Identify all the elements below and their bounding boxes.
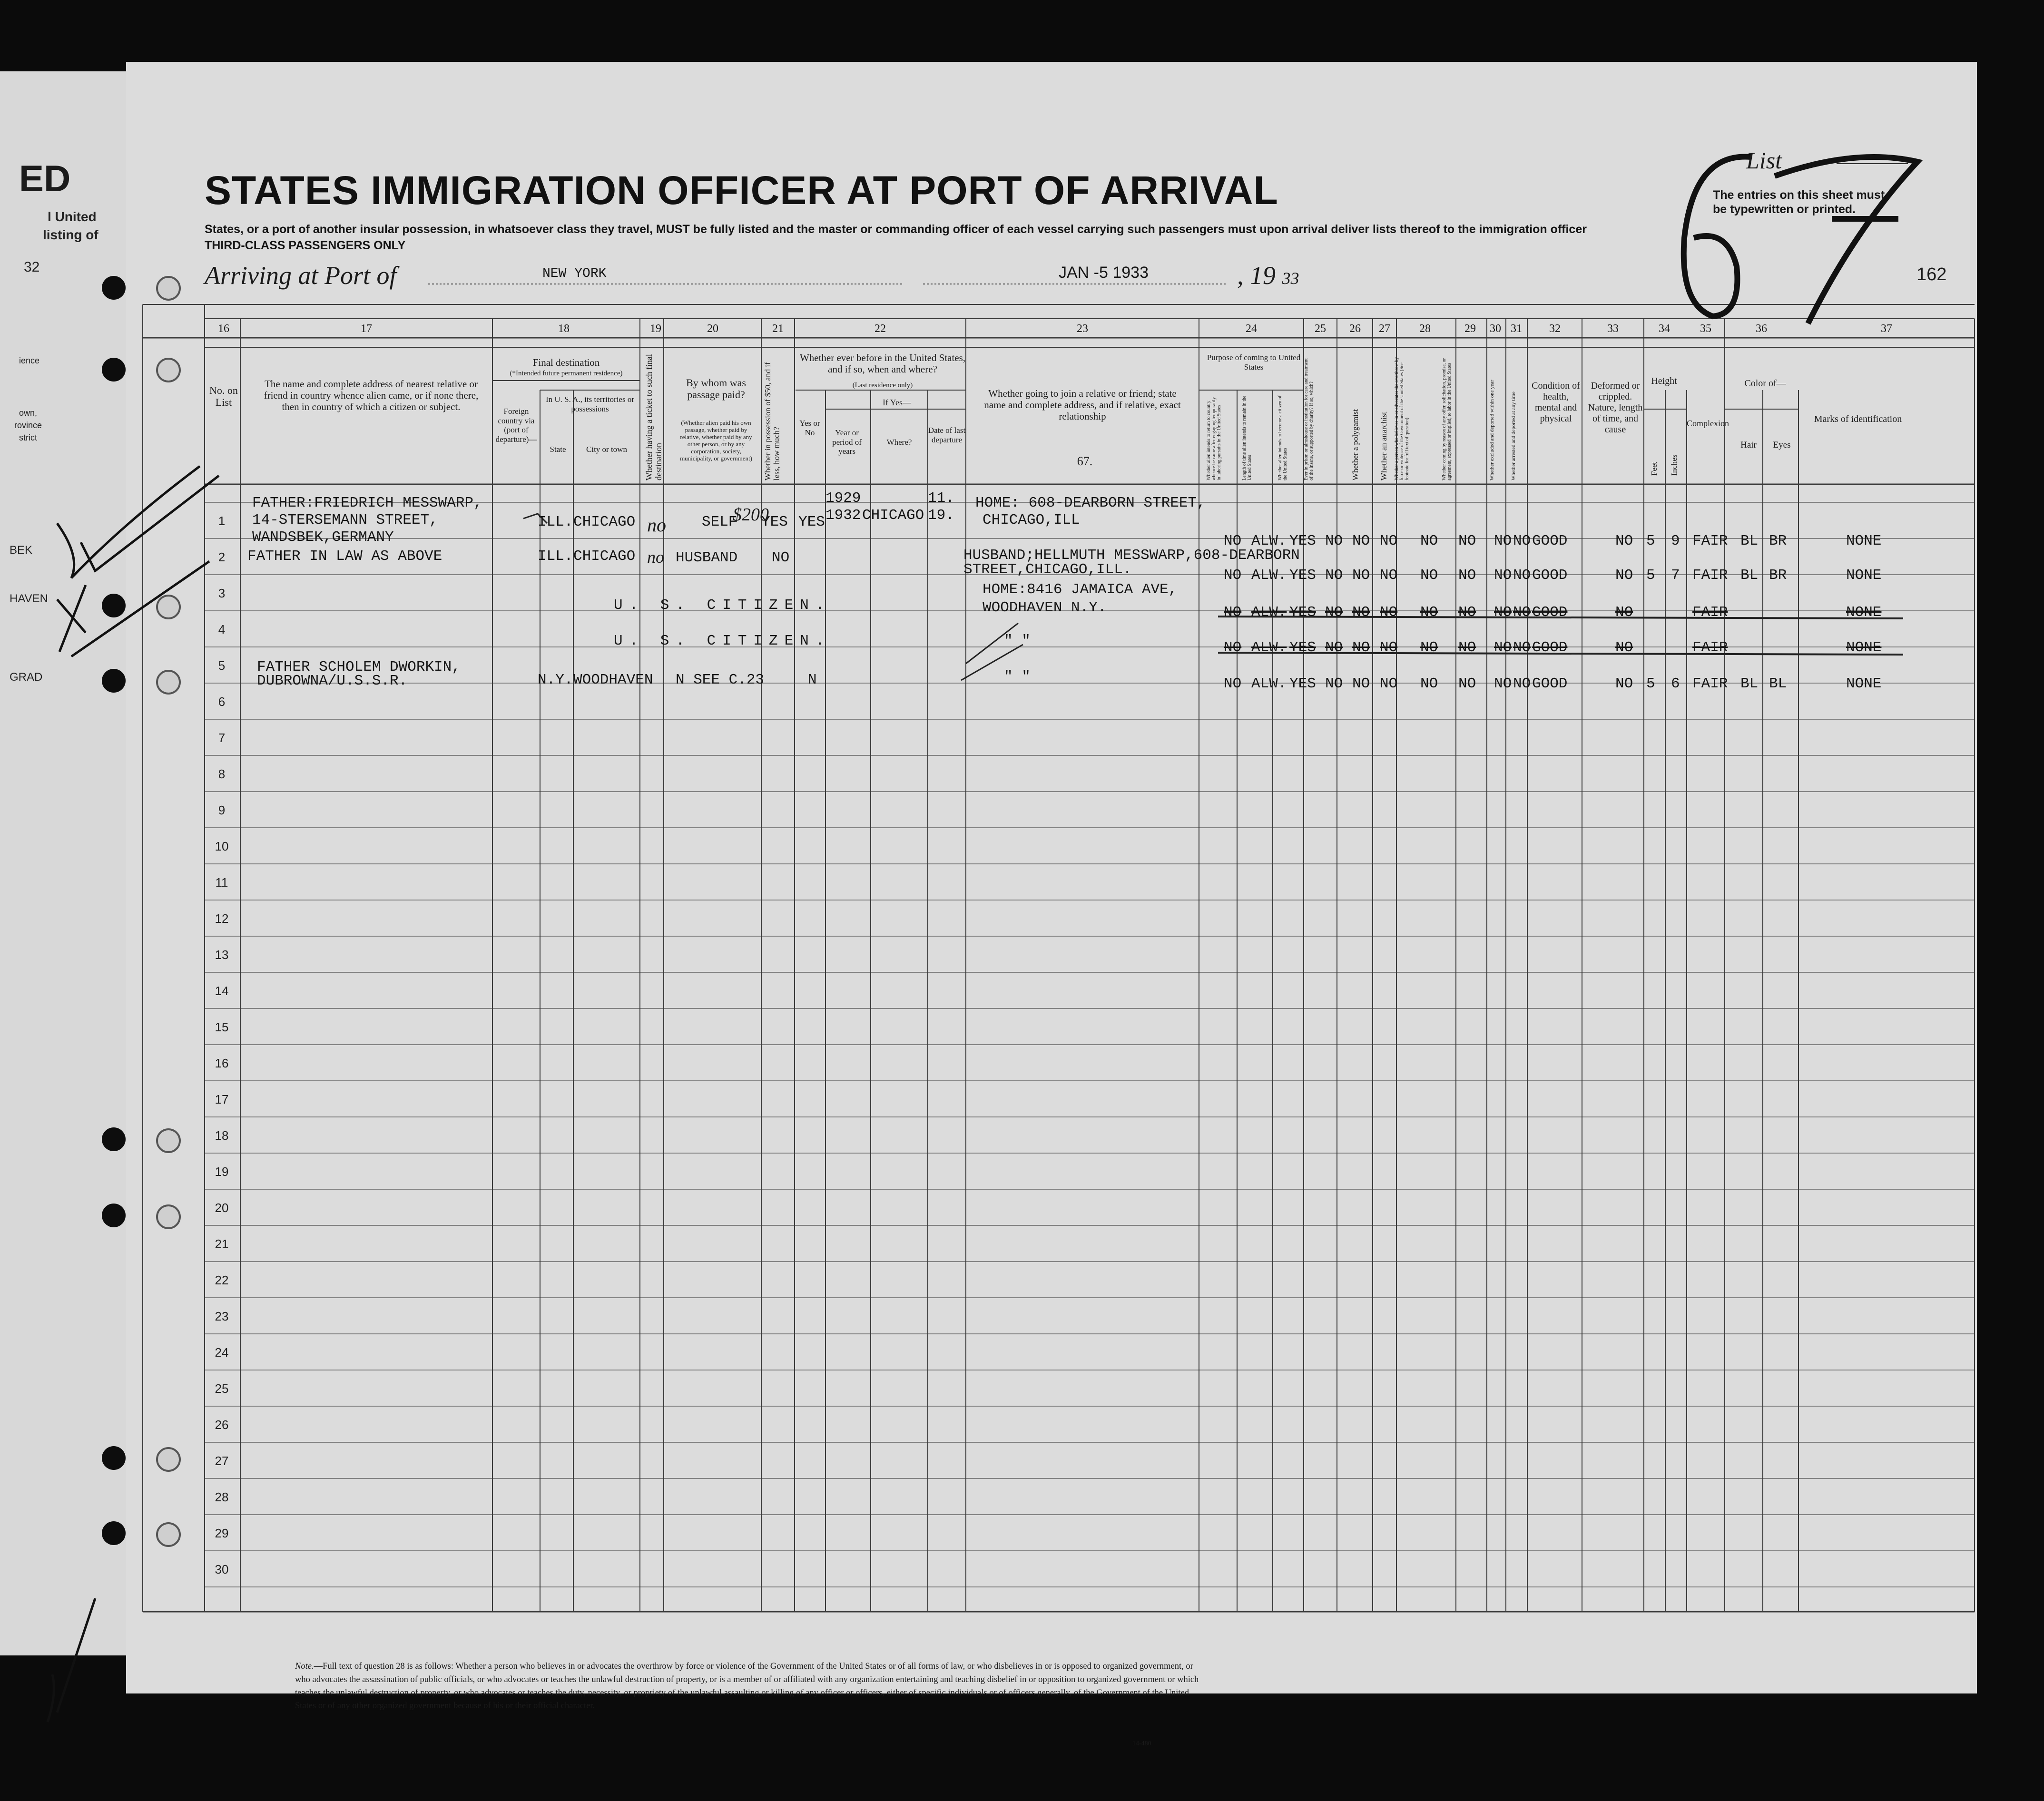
column-number: 30 <box>1490 323 1501 335</box>
cell-eyes: BR <box>1769 533 1787 549</box>
cell-deformed: NO <box>1615 533 1633 549</box>
header-passage-paid: By whom was passage paid? <box>686 377 746 401</box>
punch-hole <box>102 1446 126 1470</box>
column-number: 29 <box>1464 323 1476 335</box>
header-ticket: Whether having a ticket to such final destination <box>644 354 663 480</box>
cell-complexion: FAIR <box>1692 533 1728 549</box>
destination-city: CHICAGO <box>573 514 636 530</box>
cell-labor: NO <box>1458 604 1476 621</box>
row-number: 13 <box>215 948 229 962</box>
cell-complexion: FAIR <box>1692 675 1728 692</box>
column-number: 33 <box>1607 323 1619 335</box>
row-number: 22 <box>215 1273 229 1287</box>
year-prefix-text: 19 <box>1250 261 1276 290</box>
header-excluded: Whether excluded and deported within one year <box>1489 380 1495 480</box>
column-number: 25 <box>1315 323 1326 335</box>
row-number: 8 <box>218 767 226 781</box>
cell-purpose: NO <box>1224 639 1242 656</box>
us-citizen-note: U. S. CITIZEN. <box>614 597 831 614</box>
relative-address-line: FATHER SCHOLEM DWORKIN, <box>257 659 461 675</box>
row-number: 7 <box>218 731 226 745</box>
row-number: 6 <box>218 695 226 709</box>
cell-excluded: NO <box>1494 639 1512 656</box>
column-number: 34 <box>1659 323 1670 335</box>
punch-hole <box>102 1127 126 1151</box>
cell-purpose: NO <box>1224 567 1242 584</box>
relative-address-line: DUBROWNA/U.S.S.R. <box>257 673 408 689</box>
form-code: 14-480 <box>1132 1740 1151 1747</box>
punch-hole-ring <box>156 358 181 382</box>
cell-inches: 9 <box>1671 533 1680 549</box>
cell-feet: 5 <box>1646 675 1655 692</box>
cell-purpose: NO <box>1224 675 1242 692</box>
cell-prison: NO <box>1325 675 1343 692</box>
cell-health: GOOD <box>1532 675 1568 692</box>
punch-hole-ring <box>156 276 181 301</box>
header-purpose-citizen: Whether alien intends to become a citizen of the United States <box>1278 395 1288 480</box>
cell-eyes: BL <box>1769 675 1787 692</box>
year-handwritten: 33 <box>1282 269 1299 288</box>
destination-city: WOODHAVEN <box>573 672 653 688</box>
cell-deformed: NO <box>1615 675 1633 692</box>
cell-purpose: NO <box>1224 533 1242 549</box>
cell-hair: BL <box>1740 567 1759 584</box>
row-number: 12 <box>215 911 229 926</box>
cell-eyes: BR <box>1769 567 1787 584</box>
row-number: 5 <box>218 658 226 673</box>
header-city: City or town <box>586 445 627 454</box>
header-anarchist: Whether an anarchist <box>1379 411 1388 480</box>
cell-deported: NO <box>1513 675 1531 692</box>
cell-purpose: NO <box>1224 604 1242 621</box>
header-purpose-length: Length of time alien intends to remain in the United States <box>1242 395 1252 480</box>
ever-before-in-us: YES <box>798 514 825 530</box>
punch-hole-ring <box>156 1447 181 1472</box>
column-number: 20 <box>707 323 718 335</box>
form-title: STATES IMMIGRATION OFFICER AT PORT OF ARRIVAL <box>205 168 1278 213</box>
cell-length: ALW. <box>1251 639 1287 656</box>
date-last-departure: 19. <box>928 507 954 524</box>
punch-hole-ring <box>156 670 181 695</box>
us-citizen-note: U. S. CITIZEN. <box>614 633 831 649</box>
left-fragment-heading: ED <box>19 157 71 199</box>
header-purpose: Purpose of coming to United States <box>1207 353 1301 372</box>
header-polygamist: Whether a polygamist <box>1351 409 1360 480</box>
column-number: 37 <box>1881 323 1892 335</box>
header-passage-paid-note: (Whether alien paid his own passage, whether paid by relative, whether paid by any other person, or by any corporation, society, municipality, or government) <box>680 419 752 462</box>
joining-address-line: HOME: 608-DEARBORN STREET, <box>975 495 1206 511</box>
cell-excluded: NO <box>1494 604 1512 621</box>
punch-hole-ring <box>156 1204 181 1229</box>
column-number: 16 <box>218 323 229 335</box>
cell-labor: NO <box>1458 639 1476 656</box>
cell-deformed: NO <box>1615 604 1633 621</box>
cell-marks: NONE <box>1846 567 1882 584</box>
row-number: 24 <box>215 1345 229 1360</box>
cell-citizen: YES <box>1289 675 1316 692</box>
cell-polygamist: NO <box>1352 604 1370 621</box>
column-number: 32 <box>1549 323 1561 335</box>
column-number: 35 <box>1700 323 1711 335</box>
row-number: 3 <box>218 586 226 600</box>
left-fragment-text: 32 <box>24 259 40 275</box>
where-visited: CHICAGO <box>862 507 924 524</box>
header-marks: Marks of identification <box>1814 414 1902 424</box>
cell-length: ALW. <box>1251 567 1287 584</box>
handwritten-money: $200 <box>733 505 769 525</box>
header-purpose-return: Whether alien intends to return to country whence he came after engaging temporarily in laboring pursuits in the United States <box>1206 397 1222 480</box>
left-fragment-text: GRAD <box>10 671 43 684</box>
punch-hole-ring <box>156 595 181 619</box>
column-number: 18 <box>558 323 570 335</box>
left-fragment-text: HAVEN <box>10 592 48 605</box>
destination-state: ILL. <box>538 548 573 565</box>
left-fragment-text: ience <box>19 356 40 365</box>
footnote-text: —Full text of question 28 is as follows: Whether a person who believes in or advocates the overthrow by force or violence of the Government of the United States or of all forms of law, or who disbelieves in or is opposed to organized government, or who advocates the assassination of public officials, or who advocates or teaches the unlawful destruction of property, or is a member of or affiliated with any organization entertaining and teaching disbelief in or opposition to organized government or which teaches the unlawful destruction of property, or who advocates or teaches the duty, necessity, or propriety of the unlawful assaulting or killing of any officer or officers, either of specific individuals or of officers generally, of the Government of the United States or of any other organized government because of his or their official character. <box>295 1662 1199 1711</box>
header-in-usa: In U. S. A., its territories or possessions <box>545 395 635 413</box>
row-number: 29 <box>215 1526 229 1540</box>
fifty-dollars: N <box>808 672 817 688</box>
cell-anarchist: NO <box>1380 639 1398 656</box>
header-complexion: Complexion <box>1687 419 1729 428</box>
cell-polygamist: NO <box>1352 533 1370 549</box>
port-value: NEW YORK <box>542 266 607 281</box>
left-fragment-text: own, <box>19 408 38 418</box>
destination-state: ILL. <box>538 514 573 530</box>
entries-note: The entries on this sheet must <box>1713 188 1885 202</box>
column-number: 21 <box>772 323 784 335</box>
page-number: 162 <box>1916 264 1947 284</box>
cell-hair: BL <box>1740 675 1759 692</box>
cell-labor: NO <box>1458 567 1476 584</box>
date-last-departure: 11. <box>928 490 954 507</box>
column-number: 27 <box>1379 323 1390 335</box>
header-height: Height <box>1651 376 1677 386</box>
row-number: 19 <box>215 1165 229 1179</box>
cell-deported: NO <box>1513 533 1531 549</box>
cell-health: GOOD <box>1532 567 1568 584</box>
left-fragment-text: l United <box>48 209 97 224</box>
header-relative: The name and complete address of nearest relative or friend in country whence alien came, or if none there, then in country of which a citizen or subject. <box>264 378 479 413</box>
header-question-28: Whether a person who believes in or advocates the overthrow by force or violence of the Government of the United States (See footnote for full text of question) <box>1394 357 1410 480</box>
header-foreign-country: Foreign country via (port of departure)— <box>495 407 537 444</box>
row-number: 18 <box>215 1128 229 1143</box>
passage-paid-by: N SEE C.23 <box>676 672 765 688</box>
header-final-destination-note: (*Intended future permanent residence) <box>510 370 623 377</box>
joining-address-line: " " <box>1004 633 1031 649</box>
header-yes-no: Yes or No <box>799 419 820 437</box>
row-number: 2 <box>218 550 226 564</box>
row-number: 28 <box>215 1490 229 1504</box>
cell-length: ALW. <box>1251 604 1287 621</box>
handwritten-ticket-mark: no <box>647 548 664 567</box>
row-number: 30 <box>215 1562 229 1576</box>
header-color-of: Color of— <box>1744 378 1786 389</box>
header-fifty-dollars: Whether in possession of $50, and if less, how much? <box>763 362 781 480</box>
cell-polygamist: NO <box>1352 639 1370 656</box>
cell-deported: NO <box>1513 567 1531 584</box>
left-fragment-text: BEK <box>10 544 33 557</box>
joining-address-line: WOODHAVEN N.Y. <box>983 599 1107 616</box>
row-number: 26 <box>215 1418 229 1432</box>
cell-deformed: NO <box>1615 567 1633 584</box>
row-number: 9 <box>218 803 226 817</box>
form-class-note: THIRD-CLASS PASSENGERS ONLY <box>205 239 406 252</box>
punch-hole <box>102 1521 126 1545</box>
cell-marks: NONE <box>1846 639 1882 656</box>
header-if-yes: If Yes— <box>882 398 911 407</box>
column-number: 31 <box>1511 323 1522 335</box>
header-labor-offer: Whether coming by reason of any offer, solicitation, promise, or agreement, expressed or implied, to labor in the United States <box>1442 358 1452 480</box>
column-number: 36 <box>1756 323 1767 335</box>
year-prefix: , 19 33 <box>1237 261 1299 290</box>
footnote-label: Note. <box>295 1662 314 1671</box>
row-number: 27 <box>215 1454 229 1468</box>
date-value: JAN -5 1933 <box>1059 264 1149 282</box>
column-number: 23 <box>1077 323 1088 335</box>
handwritten-list-number <box>1684 157 1917 323</box>
cell-complexion: FAIR <box>1692 639 1728 656</box>
row-number: 16 <box>215 1056 229 1070</box>
cell-length: ALW. <box>1251 675 1287 692</box>
cell-excluded: NO <box>1494 533 1512 549</box>
header-health: Condition of health, mental and physical <box>1532 381 1580 424</box>
punch-hole <box>102 276 126 300</box>
passage-paid-by: SELF <box>702 514 737 530</box>
column-number: 24 <box>1246 323 1257 335</box>
header-hair: Hair <box>1740 440 1757 450</box>
form-subtitle: States, or a port of another insular possession, in whatsoever class they travel, MUST be fully listed and the master or commanding officer of each vessel carrying such passengers must upon arrival deliver lists thereof to the immigration officer <box>205 223 1587 236</box>
relative-address-line: FATHER IN LAW AS ABOVE <box>247 548 442 565</box>
fifty-dollars: YES <box>761 514 788 530</box>
cell-inches: 6 <box>1671 675 1680 692</box>
joining-address-line: HUSBAND;HELLMUTH MESSWARP,608-DEARBORN <box>963 547 1300 564</box>
cell-q28: NO <box>1420 604 1438 621</box>
relative-address-line: WANDSBEK,GERMANY <box>252 529 394 546</box>
cell-length: ALW. <box>1251 533 1287 549</box>
row-number: 11 <box>215 875 228 890</box>
joining-address-line: CHICAGO,ILL <box>983 512 1080 529</box>
year-of-visit: 1932 <box>825 507 861 524</box>
punch-hole <box>102 358 126 382</box>
cell-inches: 7 <box>1671 567 1680 584</box>
row-number: 20 <box>215 1201 229 1215</box>
header-state: State <box>550 445 566 454</box>
cell-feet: 5 <box>1646 533 1655 549</box>
cell-labor: NO <box>1458 533 1476 549</box>
header-joining-mark: 67. <box>1077 454 1093 468</box>
cell-citizen: YES <box>1289 533 1316 549</box>
punch-hole <box>102 1204 126 1227</box>
header-last-residence: (Last residence only) <box>852 382 913 389</box>
cell-marks: NONE <box>1846 533 1882 549</box>
header-no-on-list: No. on List <box>209 384 238 409</box>
cell-excluded: NO <box>1494 567 1512 584</box>
entries-note: be typewritten or printed. <box>1713 203 1856 216</box>
cell-prison: NO <box>1325 533 1343 549</box>
row-number: 23 <box>215 1309 229 1323</box>
cell-q28: NO <box>1420 533 1438 549</box>
left-fragment-text: rovince <box>14 421 42 430</box>
passage-paid-by: HUSBAND <box>676 549 738 566</box>
cell-prison: NO <box>1325 604 1343 621</box>
cell-polygamist: NO <box>1352 567 1370 584</box>
cell-citizen: YES <box>1289 567 1316 584</box>
cell-prison: NO <box>1325 567 1343 584</box>
cell-q28: NO <box>1420 639 1438 656</box>
cell-anarchist: NO <box>1380 533 1398 549</box>
header-joining: Whether going to join a relative or friend; state name and complete address, and if relative, exact relationship <box>984 388 1181 422</box>
cell-health: GOOD <box>1532 533 1568 549</box>
row-number: 15 <box>215 1020 229 1034</box>
cell-prison: NO <box>1325 639 1343 656</box>
arriving-label: Arriving at Port of <box>205 261 397 290</box>
row-number: 4 <box>218 622 226 636</box>
joining-address-line: STREET,CHICAGO,ILL. <box>963 561 1132 578</box>
cell-deported: NO <box>1513 639 1531 656</box>
cell-health: GOOD <box>1532 639 1568 656</box>
header-eyes: Eyes <box>1773 440 1791 450</box>
cell-citizen: YES <box>1289 604 1316 621</box>
header-inches: Inches <box>1670 454 1679 476</box>
header-before-in-us: Whether ever before in the United States, and if so, when and where? <box>799 352 966 375</box>
column-number: 26 <box>1349 323 1361 335</box>
header-feet: Feet <box>1650 461 1659 476</box>
cell-q28: NO <box>1420 675 1438 692</box>
punch-hole-ring <box>156 1128 181 1153</box>
header-deported: Whether arrested and deported at any time <box>1511 392 1516 480</box>
destination-state: N.Y. <box>538 672 573 688</box>
row-number: 10 <box>215 839 229 853</box>
cell-anarchist: NO <box>1380 604 1398 621</box>
cell-marks: NONE <box>1846 675 1882 692</box>
cell-anarchist: NO <box>1380 567 1398 584</box>
punch-hole <box>102 594 126 617</box>
handwritten-checks <box>48 466 219 1722</box>
relative-address-line: 14-STERSEMANN STREET, <box>252 512 438 529</box>
header-years: Year or period of years <box>832 428 862 456</box>
cell-complexion: FAIR <box>1692 567 1728 584</box>
handwritten-ticket-mark: no <box>647 514 666 536</box>
joining-address-line: HOME:8416 JAMAICA AVE, <box>983 581 1178 598</box>
column-number: 28 <box>1419 323 1431 335</box>
cell-labor: NO <box>1458 675 1476 692</box>
relative-address-line: FATHER:FRIEDRICH MESSWARP, <box>252 495 482 511</box>
header-prison: Ever in prison or almshouse or institution for care and treatment of the insane, or supported by charity? If so, which? <box>1304 358 1314 480</box>
column-number: 19 <box>650 323 661 335</box>
header-where: Where? <box>886 438 912 447</box>
cell-marks: NONE <box>1846 604 1882 621</box>
destination-city: CHICAGO <box>573 548 636 565</box>
cell-feet: 5 <box>1646 567 1655 584</box>
header-deformed: Deformed or crippled. Nature, length of time, and cause <box>1588 381 1643 435</box>
cell-complexion: FAIR <box>1692 604 1728 621</box>
cell-citizen: YES <box>1289 639 1316 656</box>
joining-address-line: " " <box>1004 668 1031 685</box>
left-fragment-text: listing of <box>43 227 98 242</box>
column-number: 22 <box>875 323 886 335</box>
punch-hole <box>102 669 126 693</box>
row-number: 21 <box>215 1237 229 1251</box>
cell-deformed: NO <box>1615 639 1633 656</box>
cell-hair: BL <box>1740 533 1759 549</box>
cell-health: GOOD <box>1532 604 1568 621</box>
cell-deported: NO <box>1513 604 1531 621</box>
row-number: 25 <box>215 1381 229 1396</box>
footnote <box>295 1660 1209 1713</box>
cell-polygamist: NO <box>1352 675 1370 692</box>
header-date-departure: Date of last departure <box>928 426 966 444</box>
year-of-visit: 1929 <box>825 490 861 507</box>
cell-anarchist: NO <box>1380 675 1398 692</box>
row-number: 14 <box>215 984 229 998</box>
punch-hole-ring <box>156 1522 181 1547</box>
cell-q28: NO <box>1420 567 1438 584</box>
row-number: 1 <box>218 514 226 528</box>
cell-excluded: NO <box>1494 675 1512 692</box>
list-label: List <box>1746 147 1782 174</box>
row-number: 17 <box>215 1092 229 1106</box>
column-number: 17 <box>361 323 372 335</box>
header-final-destination: Final destination <box>532 357 600 368</box>
fifty-dollars: NO <box>772 549 790 566</box>
left-fragment-text: strict <box>19 433 37 442</box>
